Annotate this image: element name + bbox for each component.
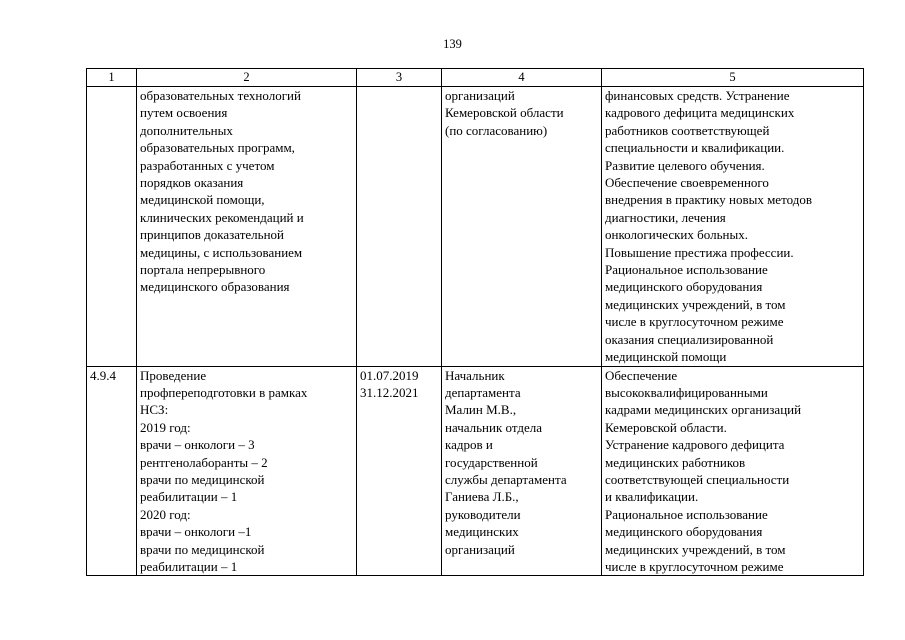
cell-text-line: начальник отдела: [445, 419, 543, 435]
cell-text-line: организаций: [445, 88, 515, 103]
cell-text-line: реабилитации – 1: [140, 558, 238, 574]
cell-text-line: клинических рекомендаций и: [140, 209, 304, 225]
column-number-1: 1: [87, 69, 137, 87]
responsible-cell: [442, 87, 602, 367]
cell-text-line: Обеспечение своевременного: [605, 175, 769, 191]
cell-text-line: дополнительных: [140, 122, 233, 138]
cell-text-line: диагностики, лечения: [605, 209, 726, 225]
deadline-cell: [357, 87, 442, 367]
cell-text-line: Развитие целевого обучения.: [605, 157, 765, 173]
cell-text-line: Рациональное использование: [605, 262, 768, 278]
row-number-cell: [87, 87, 137, 367]
row-number-cell: 4.9.4: [87, 366, 137, 576]
cell-text-line: кадрового дефицита медицинских: [605, 105, 795, 121]
cell-text-line: принципов доказательной: [140, 227, 284, 243]
cell-text-line: Устранение кадрового дефицита: [605, 437, 785, 453]
cell-text-line: образовательных технологий: [140, 88, 301, 103]
cell-text-line: Ганиева Л.Б.,: [445, 489, 519, 505]
cell-text-line: Кемеровской области: [445, 105, 564, 121]
table-row: [87, 366, 864, 576]
cell-text-line: путем освоения: [140, 105, 228, 121]
plan-table: [86, 68, 864, 576]
cell-text-line: Проведение: [140, 367, 207, 383]
cell-text-line: врачи по медицинской: [140, 541, 265, 557]
cell-text-line: врачи – онкологи –1: [140, 524, 252, 540]
cell-text-line: Рациональное использование: [605, 506, 768, 522]
table-row: [87, 87, 864, 367]
cell-text-line: онкологических больных.: [605, 227, 748, 243]
cell-text-line: числе в круглосуточном режиме: [605, 558, 784, 574]
cell-text-line: 2019 год:: [140, 419, 191, 435]
cell-text-line: медицинской помощи,: [140, 192, 265, 208]
column-number-row: [87, 69, 864, 87]
column-number-5: 5: [602, 69, 864, 87]
cell-text-line: Обеспечение: [605, 367, 678, 383]
cell-text-line: 2020 год:: [140, 506, 191, 522]
responsible-cell: [442, 366, 602, 576]
cell-text-line: профпереподготовки в рамках: [140, 384, 308, 400]
cell-text-line: медицинской помощи: [605, 349, 727, 365]
column-number-3: 3: [357, 69, 442, 87]
cell-text-line: Начальник: [445, 367, 505, 383]
cell-text-line: НСЗ:: [140, 402, 169, 418]
cell-text-line: государственной: [445, 454, 538, 470]
cell-text-line: порядков оказания: [140, 175, 244, 191]
cell-text-line: медицины, с использованием: [140, 244, 303, 260]
cell-text-line: медицинских: [445, 524, 519, 540]
cell-text-line: департамента: [445, 384, 521, 400]
cell-text-line: 31.12.2021: [360, 384, 419, 400]
column-number-2: 2: [137, 69, 357, 87]
cell-text-line: медицинского образования: [140, 279, 290, 295]
cell-text-line: службы департамента: [445, 471, 567, 487]
cell-text-line: портала непрерывного: [140, 262, 266, 278]
cell-text-line: кадрами медицинских организаций: [605, 402, 802, 418]
cell-text-line: 01.07.2019: [360, 367, 419, 383]
cell-text-line: медицинских учреждений, в том: [605, 296, 786, 312]
cell-text-line: врачи – онкологи – 3: [140, 437, 255, 453]
cell-text-line: врачи по медицинской: [140, 471, 265, 487]
result-cell: [602, 87, 864, 367]
cell-text-line: образовательных программ,: [140, 140, 295, 156]
cell-text-line: разработанных с учетом: [140, 157, 275, 173]
cell-text-line: (по согласованию): [445, 122, 548, 138]
cell-text-line: оказания специализированной: [605, 331, 774, 347]
cell-text-line: медицинских работников: [605, 454, 746, 470]
cell-text-line: высококвалифицированными: [605, 384, 768, 400]
result-cell: [602, 366, 864, 576]
cell-text-line: рентгенолаборанты – 2: [140, 454, 268, 470]
activity-cell: [137, 366, 357, 576]
deadline-cell: [357, 366, 442, 576]
cell-text-line: организаций: [445, 541, 515, 557]
column-number-4: 4: [442, 69, 602, 87]
cell-text-line: медицинских учреждений, в том: [605, 541, 786, 557]
cell-text-line: и квалификации.: [605, 489, 699, 505]
cell-text-line: специальности и квалификации.: [605, 140, 785, 156]
cell-text-line: руководители: [445, 506, 521, 522]
cell-text-line: кадров и: [445, 437, 493, 453]
cell-text-line: медицинского оборудования: [605, 524, 763, 540]
cell-text-line: соответствующей специальности: [605, 471, 790, 487]
cell-text-line: медицинского оборудования: [605, 279, 763, 295]
cell-text-line: внедрения в практику новых методов: [605, 192, 812, 208]
cell-text-line: Кемеровской области.: [605, 419, 727, 435]
cell-text-line: работников соответствующей: [605, 122, 770, 138]
cell-text-line: числе в круглосуточном режиме: [605, 314, 784, 330]
cell-text-line: Повышение престижа профессии.: [605, 244, 794, 260]
cell-text-line: финансовых средств. Устранение: [605, 88, 790, 103]
activity-cell: [137, 87, 357, 367]
cell-text-line: Малин М.В.,: [445, 402, 517, 418]
page-number: 139: [443, 37, 462, 51]
cell-text-line: реабилитации – 1: [140, 489, 238, 505]
